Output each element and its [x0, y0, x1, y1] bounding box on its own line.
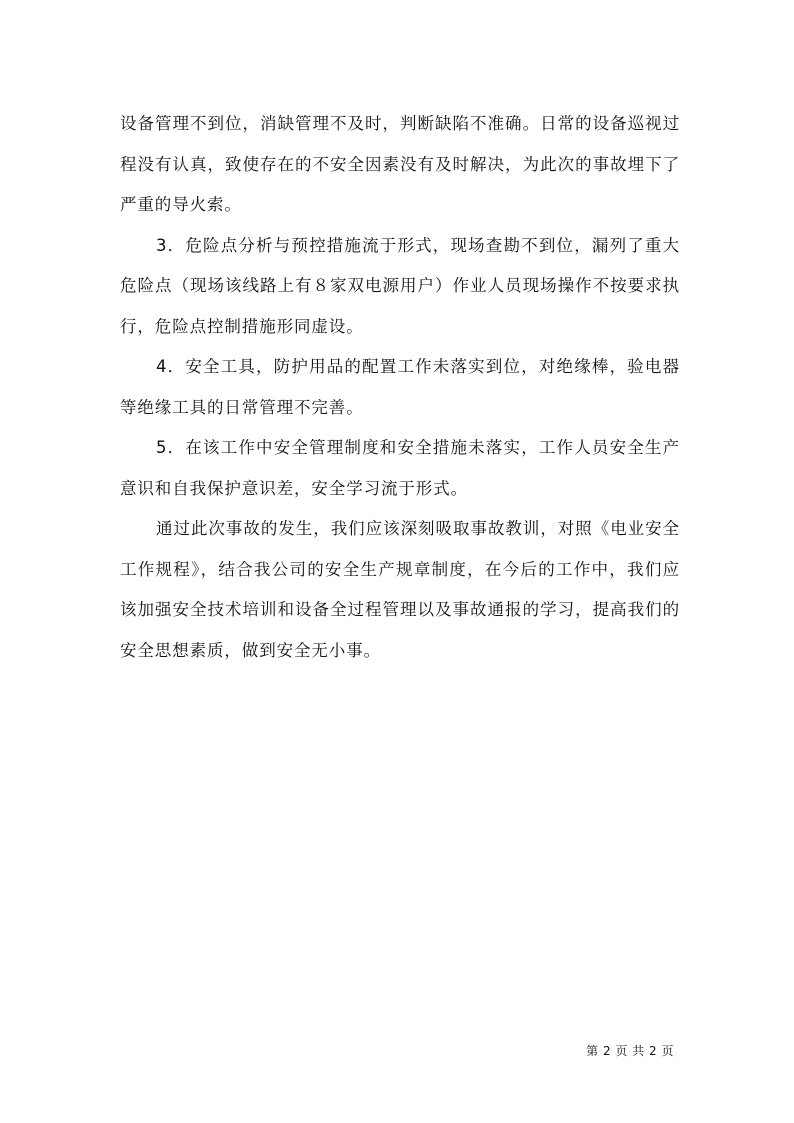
- page-number-footer: 第 2 页 共 2 页: [586, 1044, 674, 1058]
- paragraph-item-5: 5．在该工作中安全管理制度和安全措施未落实，工作人员安全生产意识和自我保护意识差，安全学习流于形式。: [120, 438, 680, 498]
- document-body: [120, 104, 680, 671]
- paragraph-item-4: 4．安全工具，防护用品的配置工作未落实到位，对绝缘棒，验电器等绝缘工具的日常管理不完善。: [120, 357, 680, 417]
- paragraph-equipment-management: 设备管理不到位，消缺管理不及时，判断缺陷不准确。日常的设备巡视过程没有认真，致使存在的不安全因素没有及时解决，为此次的事故埋下了严重的导火索。: [120, 114, 680, 214]
- paragraph-conclusion: 通过此次事故的发生，我们应该深刻吸取事故教训，对照《电业安全工作规程》，结合我公司的安全生产规章制度，在今后的工作中，我们应该加强安全技术培训和设备全过程管理以及事故通报的学习，提高我们的安全思想素质，做到安全无小事。: [120, 519, 680, 660]
- paragraph-item-3: 3．危险点分析与预控措施流于形式，现场查勘不到位，漏列了重大危险点（现场该线路上有８家双电源用户）作业人员现场操作不按要求执行，危险点控制措施形同虚设。: [120, 235, 680, 336]
